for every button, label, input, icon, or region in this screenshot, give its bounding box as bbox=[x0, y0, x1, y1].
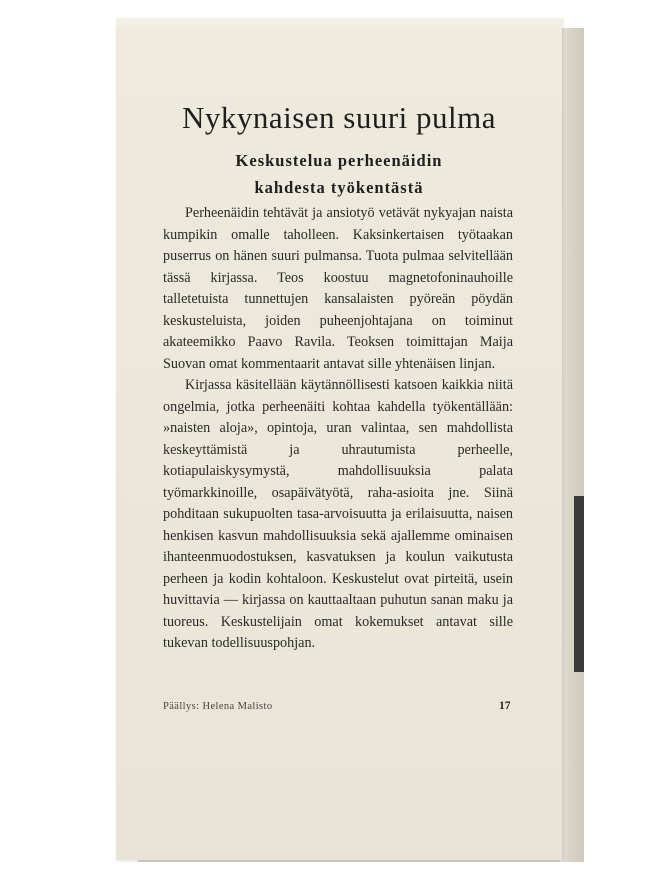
book-spine-edge bbox=[560, 28, 584, 862]
subtitle-line-2: kahdesta työkentästä bbox=[254, 178, 424, 197]
cover-credit: Päällys: Helena Malisto bbox=[163, 701, 273, 712]
blurb-paragraph-1: Perheenäidin tehtävät ja ansiotyö vetävät nykyajan naista kumpikin omalle taholleen. Kaksinkertaisen työtaakan puserrus on hänen suuri pulmansa. Tuota pulmaa selvitellään tässä kirjassa. Teos koostuu magnetofoninauhoille talletetuista tunnettujen kansalaisten pyöreän pöydän keskusteluista, joiden puheenjohtajana on toiminut akateemikko Paavo Ravila. Teoksen toimittajan Maija Suovan omat kommentaarit antavat sille yhtenäisen linjan. bbox=[163, 205, 513, 372]
book-title: Nykynaisen suuri pulma bbox=[181, 100, 497, 135]
spine-dark-band bbox=[574, 496, 584, 672]
blurb-paragraph-2: Kirjassa käsitellään käytännöllisesti katsoen kaikkia niitä ongelmia, jotka perheenäiti kohtaa kahdella työkentällään: »naisten aloja», opintoja, uran valintaa, sen mahdollista keskeyttämistä ja uhrautumista perheelle, kotiapulaiskysymystä, mahdollisuuksia palata työmarkkinoille, osapäivätyötä, raha-asioita jne. Siinä pohditaan sukupuolten tasa-arvoisuutta ja erilaisuutta, naisen henkisen kasvun mahdollisuuksia sekä ajallemme ominaisen ihanteenmuodostuksen, kasvatuksen ja koulun vaikutusta perheen ja kodin kohtaloon. Keskustelut ovat pirteitä, usein huvittavia — kirjassa on kauttaaltaan puhutun sanan maku ja tuoreus. Keskustelijain omat kokemukset antavat sille tukevan todellisuuspohjan. bbox=[163, 377, 513, 651]
blurb-text bbox=[163, 203, 513, 655]
book-subtitle bbox=[116, 147, 562, 201]
series-number: 17 bbox=[499, 700, 511, 712]
cover-top-edge bbox=[116, 18, 562, 32]
subtitle-line-1: Keskustelua perheenäidin bbox=[235, 151, 443, 170]
